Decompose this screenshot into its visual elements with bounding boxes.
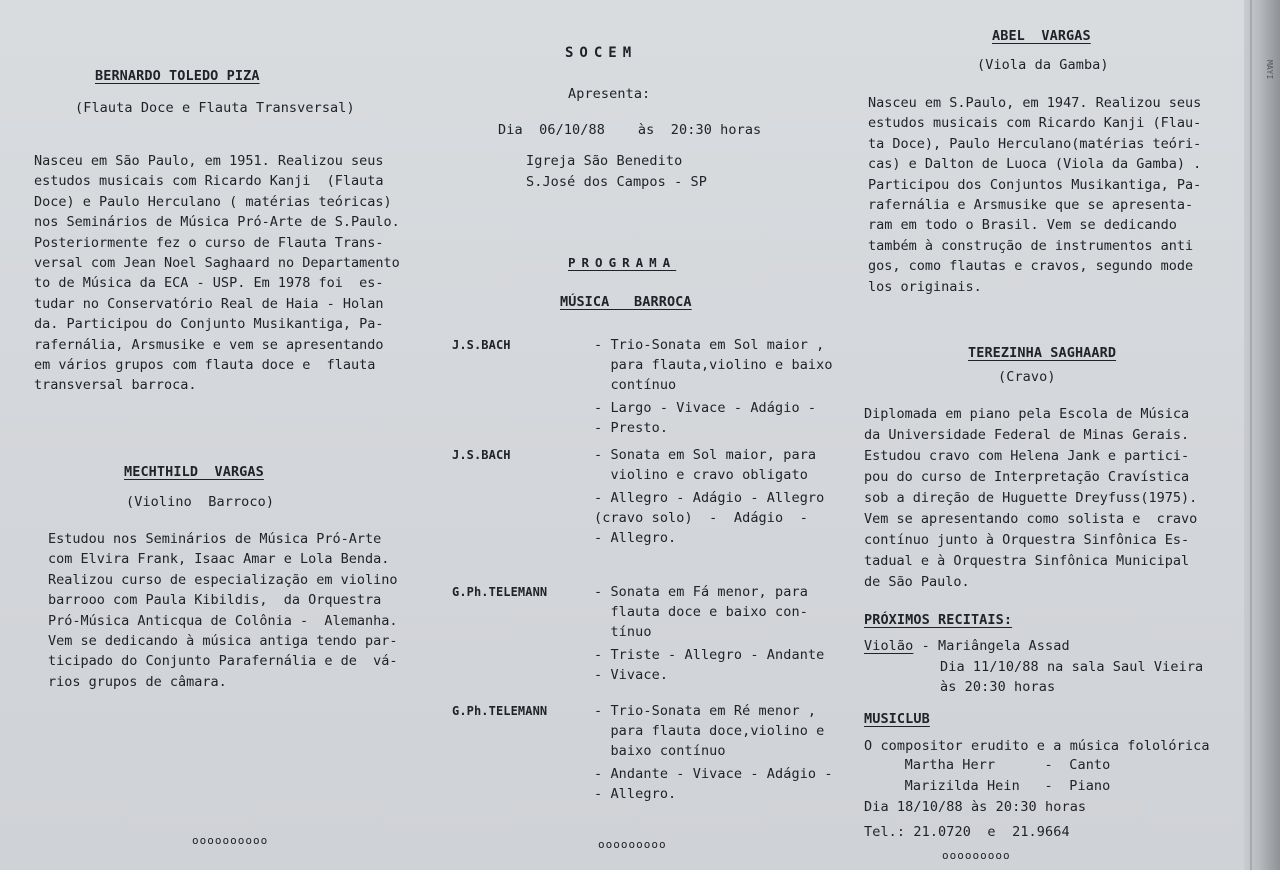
bio-line: to de Música da ECA - USP. Em 1978 foi es- <box>34 275 384 292</box>
bio-line: estudos musicais com Ricardo Kanji (Flau- <box>868 115 1202 132</box>
program-work-line: flauta doce e baixo con- <box>594 604 808 620</box>
bio-line: tadual e à Orquestra Sinfônica Municipal <box>864 553 1190 569</box>
bio-line: em vários grupos com flauta doce e flauta <box>34 357 376 374</box>
bio-line: Vem se apresentando como solista e cravo <box>864 511 1198 527</box>
page-edge <box>1244 0 1280 870</box>
bio-line: Posteriormente fez o curso de Flauta Trans- <box>34 234 384 251</box>
contact-phone: Tel.: 21.0720 e 21.9664 <box>864 824 1070 840</box>
program-work-line: violino e cravo obligato <box>594 467 808 483</box>
bio-line: los originais. <box>868 278 982 295</box>
program-work-line: - Trio-Sonata em Ré menor , <box>594 703 817 719</box>
program-movement-line: - Allegro. <box>594 530 677 546</box>
bio-line: Nasceu em São Paulo, em 1951. Realizou seus <box>34 153 384 169</box>
program-movement-line: - Allegro - Adágio - Allegro <box>594 490 825 506</box>
bio-line: estudos musicais com Ricardo Kanji (Flauta <box>34 173 384 190</box>
bio-line: da Universidade Federal de Minas Gerais. <box>864 427 1190 443</box>
event-date-time: Dia 06/10/88 às 20:30 horas <box>498 122 762 138</box>
bio-line: contínuo junto à Orquestra Sinfônica Es- <box>864 532 1190 548</box>
bio-name-bernardo: BERNARDO TOLEDO PIZA <box>95 68 260 84</box>
bio-line: Diplomada em piano pela Escola de Música <box>864 406 1190 422</box>
program-movement-line: - Largo - Vivace - Adágio - <box>594 400 817 416</box>
bio-line: ticipado do Conjunto Parafernália e de vá- <box>48 653 398 670</box>
presents-label: Apresenta: <box>568 86 651 102</box>
recital-violao-date: Dia 11/10/88 na sala Saul Vieira <box>940 659 1204 675</box>
bio-line: Estudou cravo com Helena Jank e partici- <box>864 448 1190 464</box>
bio-line: barrooo com Paula Kibildis, da Orquestra <box>48 592 382 609</box>
bio-text-mechthild <box>48 529 398 692</box>
bio-line: rios grupos de câmara. <box>48 673 227 690</box>
bio-line: Participou dos Conjuntos Musikantiga, Pa- <box>868 176 1202 193</box>
program-movement-line: (cravo solo) - Adágio - <box>594 510 808 526</box>
program-work-line: contínuo <box>594 377 677 393</box>
bio-instrument-terezinha: (Cravo) <box>998 369 1056 385</box>
bio-text-bernardo <box>34 151 400 396</box>
bio-line: de São Paulo. <box>864 574 970 590</box>
program-work-line: - Sonata em Fá menor, para <box>594 584 808 600</box>
bio-line: ta Doce), Paulo Herculano(matérias teóri- <box>868 135 1202 152</box>
bio-name-mechthild: MECHTHILD VARGAS <box>124 464 264 480</box>
bio-name-abel: ABEL VARGAS <box>992 28 1091 44</box>
bio-line: cas) e Dalton de Luoca (Viola da Gamba) . <box>868 156 1202 173</box>
program-movement-line: - Presto. <box>594 420 669 436</box>
bio-name-terezinha: TEREZINHA SAGHAARD <box>968 345 1117 361</box>
program-movement-line: - Vivace. <box>594 667 669 683</box>
program-work-line: - Sonata em Sol maior, para <box>594 447 817 463</box>
venue-city: S.José dos Campos - SP <box>526 174 708 190</box>
musiclub-line: Dia 18/10/88 às 20:30 horas <box>864 799 1087 815</box>
bio-line: ram em todo o Brasil. Vem se dedicando <box>868 217 1177 234</box>
bio-line: rafernália, Arsmusike e vem se apresentando <box>34 336 384 353</box>
edge-mark: MAYI <box>1265 60 1274 80</box>
program-composer: J.S.BACH <box>452 448 511 462</box>
bio-line: Vem se dedicando à música antiga tendo par- <box>48 633 398 650</box>
footer-ornament-right: ooooooooo <box>942 849 1011 862</box>
program-movement-line: - Andante - Vivace - Adágio - <box>594 766 833 782</box>
bio-line: rafernália e Arsmusike que se apresenta- <box>868 197 1194 214</box>
musiclub-line: Martha Herr - Canto <box>880 757 1111 773</box>
program-work-line: baixo contínuo <box>594 743 726 759</box>
bio-line: versal com Jean Noel Saghaard no Departamento <box>34 255 400 272</box>
organization-title: SOCEM <box>565 45 638 61</box>
bio-line: tudar no Conservatório Real de Haia - Holan <box>34 295 384 312</box>
program-work-line: tínuo <box>594 624 652 640</box>
bio-line: gos, como flautas e cravos, segundo mode <box>868 258 1194 275</box>
bio-text-terezinha <box>864 404 1197 593</box>
program-movement-line: - Allegro. <box>594 786 677 802</box>
program-heading: PROGRAMA <box>568 255 677 270</box>
bio-line: Pró-Música Anticqua de Colônia - Alemanha. <box>48 612 398 629</box>
bio-line: Estudou nos Seminários de Música Pró-Arte <box>48 531 382 547</box>
bio-line: com Elvira Frank, Isaac Amar e Lola Benda. <box>48 551 390 568</box>
bio-line: nos Seminários de Música Pró-Arte de S.Paulo. <box>34 214 400 231</box>
footer-ornament-left: oooooooooo <box>192 834 269 847</box>
musiclub-heading: MUSICLUB <box>864 711 930 727</box>
program-composer: G.Ph.TELEMANN <box>452 585 548 599</box>
recital-violao-label: Violão <box>864 638 914 654</box>
program-work-line: para flauta doce,violino e <box>594 723 825 739</box>
recital-violao-performer: - Mariângela Assad <box>913 638 1070 654</box>
bio-line: transversal barroca. <box>34 377 197 394</box>
footer-ornament-center: ooooooooo <box>598 838 667 851</box>
bio-line: Realizou curso de especialização em violino <box>48 571 398 588</box>
program-movement-line: - Triste - Allegro - Andante <box>594 647 825 663</box>
bio-instrument-mechthild: (Violino Barroco) <box>126 494 275 510</box>
venue-name: Igreja São Benedito <box>526 153 683 169</box>
program-section: MÚSICA BARROCA <box>560 294 692 310</box>
bio-line: pou do curso de Interpretação Cravística <box>864 469 1190 485</box>
program-work-line: - Trio-Sonata em Sol maior , <box>594 337 825 353</box>
recital-violao <box>864 636 1070 656</box>
bio-line: Doce) e Paulo Herculano ( matérias teóricas) <box>34 193 392 210</box>
program-work-line: para flauta,violino e baixo <box>594 357 833 373</box>
bio-line: também à construção de instrumentos anti <box>868 237 1194 254</box>
bio-line: Nasceu em S.Paulo, em 1947. Realizou seus <box>868 95 1202 111</box>
bio-instrument-bernardo: (Flauta Doce e Flauta Transversal) <box>75 100 355 116</box>
next-recitals-heading: PRÓXIMOS RECITAIS: <box>864 612 1013 628</box>
bio-line: sob a direção de Huguette Dreyfuss(1975). <box>864 490 1198 506</box>
recital-violao-time: às 20:30 horas <box>940 679 1056 695</box>
bio-line: da. Participou do Conjunto Musikantiga, Pa- <box>34 316 384 333</box>
bio-text-abel <box>868 93 1201 297</box>
bio-instrument-abel: (Viola da Gamba) <box>977 57 1109 73</box>
program-composer: G.Ph.TELEMANN <box>452 704 548 718</box>
musiclub-line: O compositor erudito e a música fololórica <box>864 738 1210 754</box>
program-composer: J.S.BACH <box>452 338 511 352</box>
musiclub-line: Marizilda Hein - Piano <box>880 778 1111 794</box>
